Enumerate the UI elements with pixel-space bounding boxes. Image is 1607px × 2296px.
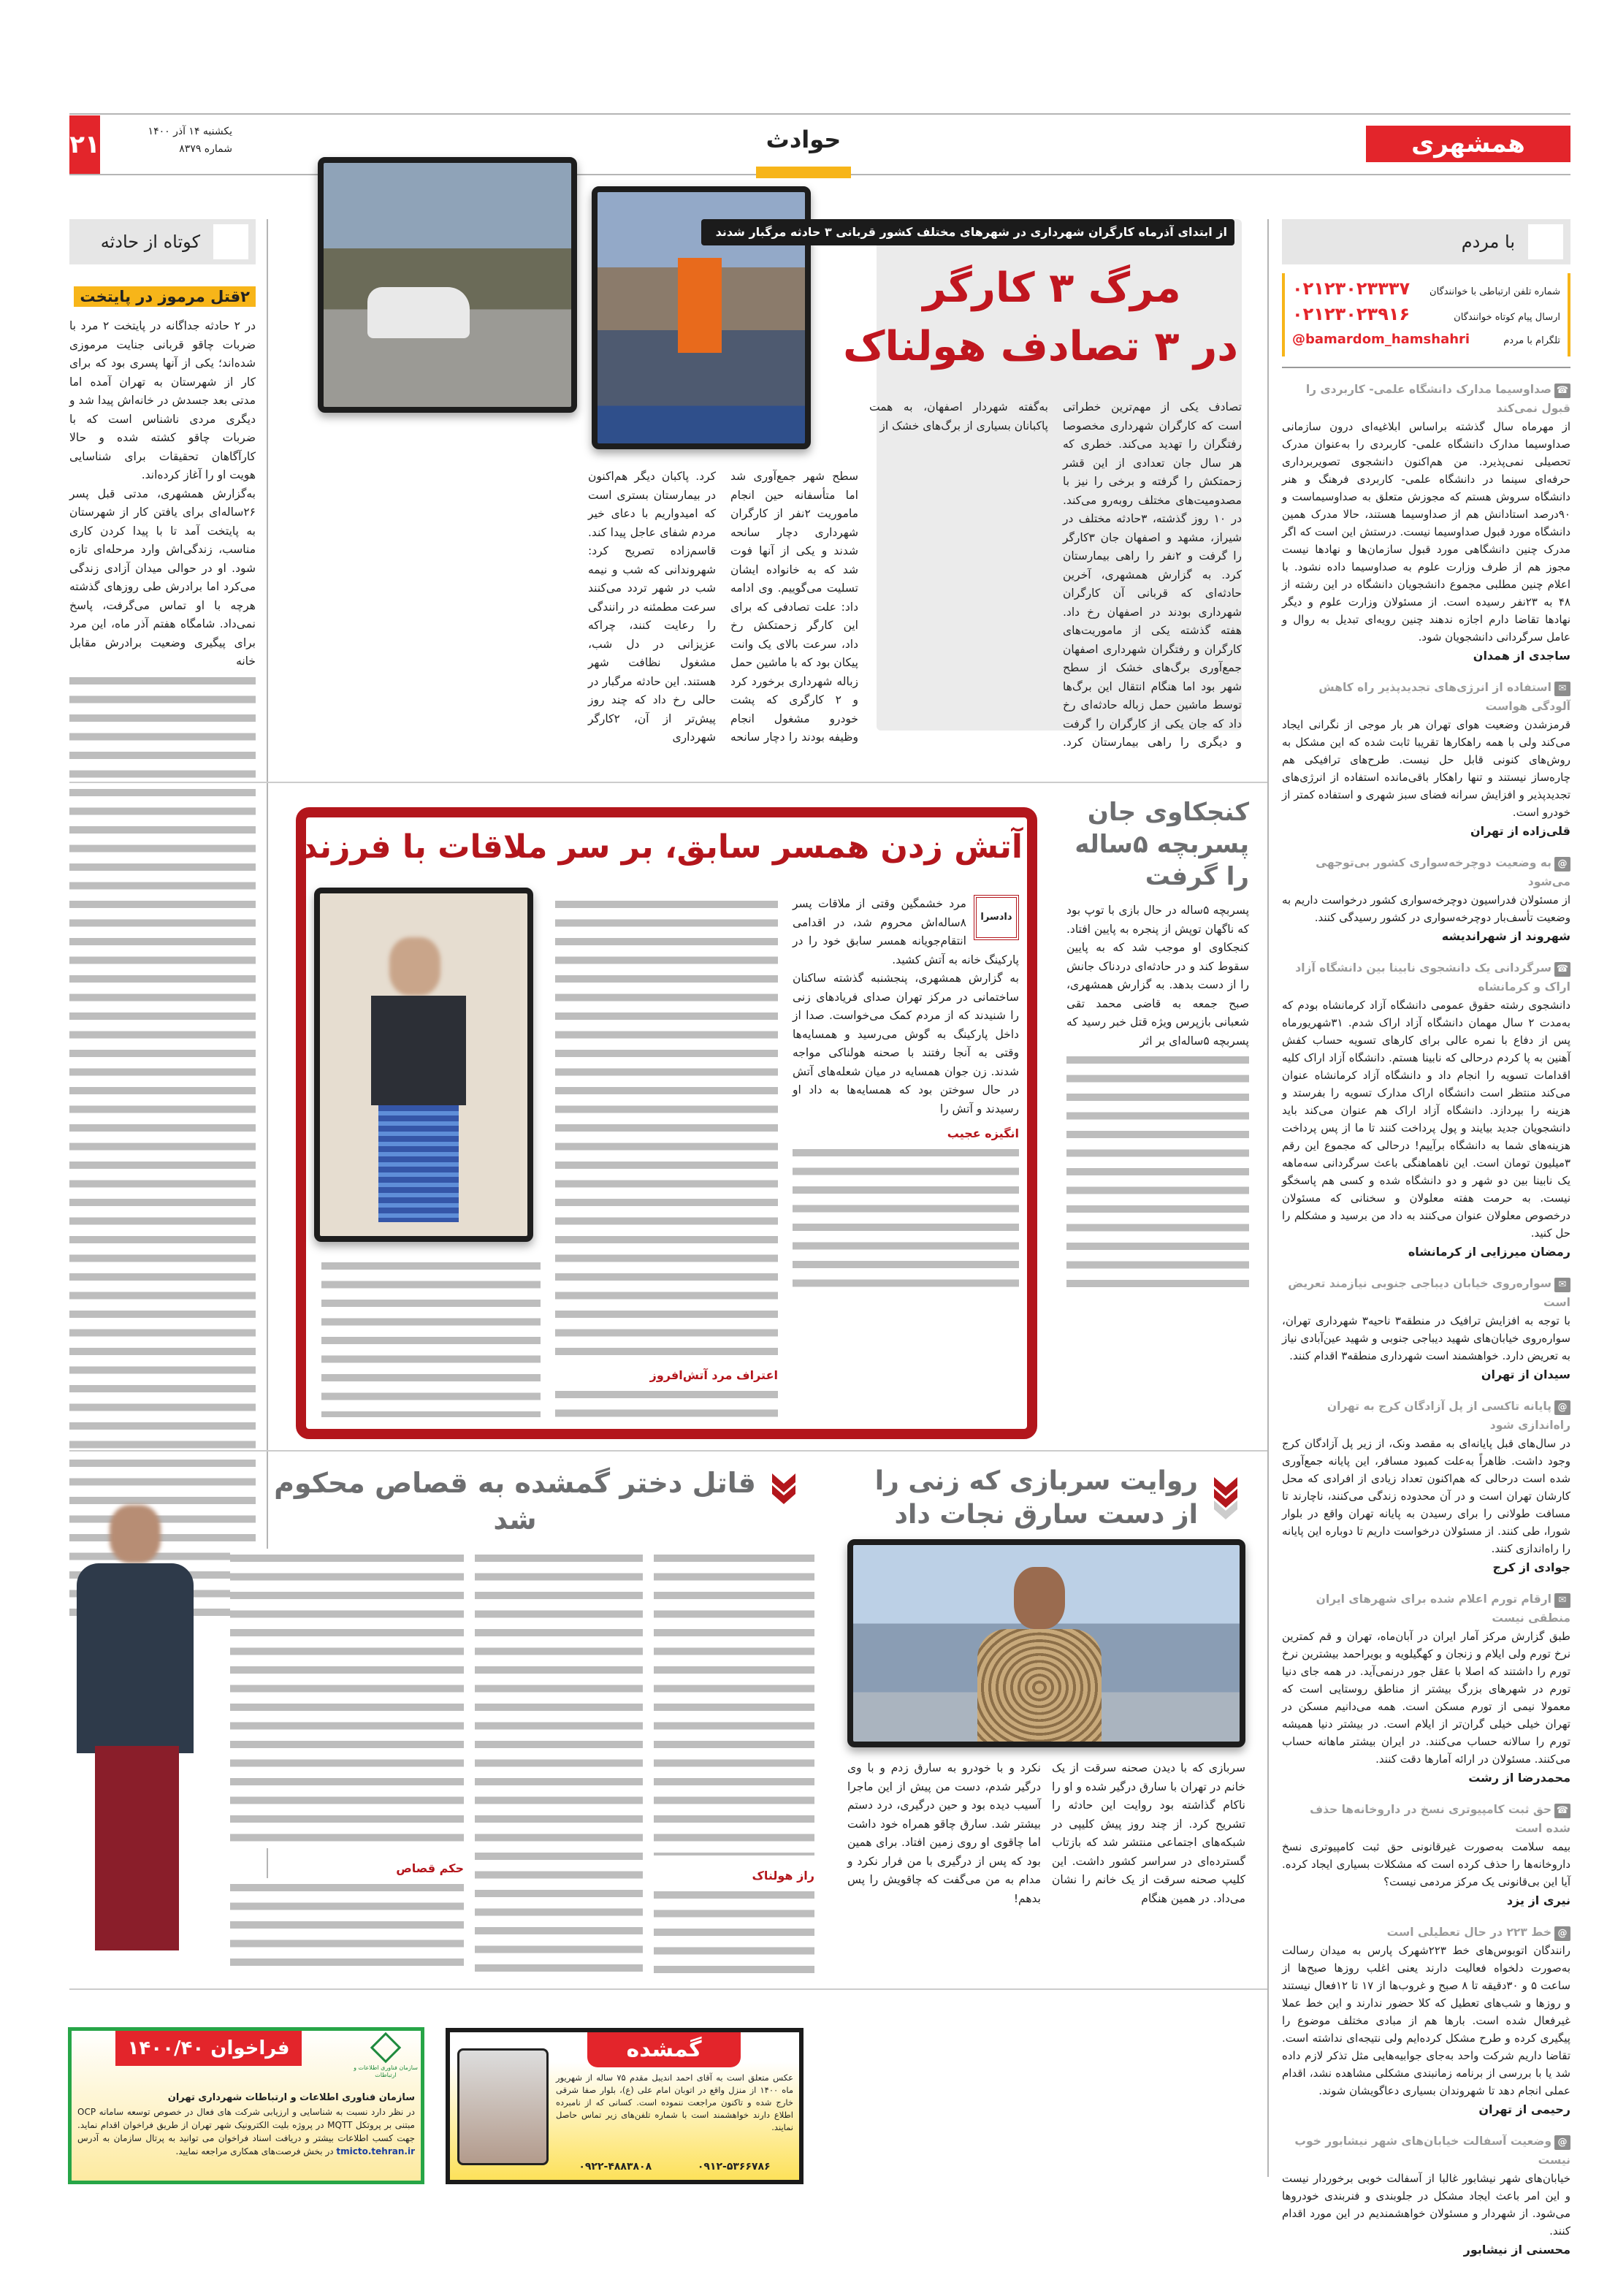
short-news-header [69,219,256,264]
text-column [654,1885,814,1980]
reader-letter-title [1282,958,1570,996]
contact-label: تلگرام با مردم [1503,335,1560,346]
worker-figure [678,258,722,353]
reader-letter-signature: ساجدی از همدان [1473,649,1570,663]
short-news-body: در ۲ حادثه جداگانه در پایتخت ۲ مرد با ضربات چاقو قربانی جنایت مرموزی شده‌اند؛ یکی از آنها پسری بود که برای کار از شهرستان به تهران آمده اما مدتی بعد جسدش در خانه‌اش پیدا شد و دیگری مردی ناشناس است که با ضربات چاقو کشته شده و حالا کارآگاهان تحقیقات برای شناسایی هویت او را آغاز کرده‌اند. [69,319,256,481]
reader-letter-title-text: خط ۲۲۳ در حال تعطیلی است [1386,1926,1551,1939]
call-ad-tail: در بخش فرصت‌های همکاری مراجعه نمایید. [175,2146,334,2156]
reader-letter-title [1282,1800,1570,1838]
missing-ad-phones [556,2161,793,2173]
short-news-headline: ۲قتل مرموز در پایتخت [74,286,256,307]
reader-letter-title-text: استفاده از انرژی‌های تجدیدپذیر راه کاهش آلودگی هواست [1318,681,1570,713]
fire-lead: مرد خشمگین وقتی از ملاقات پسر ۸ساله‌اش محروم شد، در اقدامی انتقام‌جویانه همسر سابق خود را در پارکینگ خانه به آتش کشید. [793,897,1019,966]
reader-letter-signature: شهروند از شهراندیشه [1441,929,1570,943]
chevron-down-icon [771,1472,797,1516]
section-divider [69,1988,1267,1990]
reader-letter-title [1282,1590,1570,1628]
lead-headline [843,259,1238,376]
header-square-icon [1528,224,1563,259]
org-logo-text: سازمان فناوری اطلاعات و ارتباطات [354,2064,418,2078]
reader-letter-title-text: سواره‌روی خیابان دیباجی جنوبی نیازمند تعریض است [1288,1277,1570,1309]
killer-subhead: راز هولناک [752,1869,814,1883]
missing-ad-title: گمشده [587,2032,741,2067]
call-ad-text: در نظر دارد نسبت به شناسایی و ارزیابی شرکت های فعال در خصوص توسعه سامانه OCP مبتنی بر پروتکل MQTT در پروژه بلیت الکترونیک شهر تهران از طریق فراخوان اقدام نماید. جهت کسب اطلاعات بیشتر و دریافت اسناد فراخوان می توانید به پرتال سازمان به آدرس [77,2107,415,2143]
reader-letter-body: با توجه به افزایش ترافیک در منطقه۳ ناحیه۳ شهرداری تهران، سواره‌روی خیابان‌های شهید دیباجی جنوبی و شهید عین‌آبادی نیاز به تعریض دارد. خواهشمند است شهرداری منطقه۳ اقدام کنند. [1282,1314,1570,1362]
reader-letter [1282,958,1570,1262]
killer-sub-2 [230,1859,464,1973]
issue-date: یکشنبه ۱۴ آذر ۱۴۰۰ [148,126,232,137]
missing-person-ad[interactable] [446,2028,804,2184]
blurred-face [389,937,440,996]
mail-icon: ✉ [1554,1593,1570,1608]
readers-items [1282,380,1570,2260]
text-column [555,1385,778,1422]
reader-letter-title-text: ارقام تورم اعلام شده برای شهرهای ایران منطقی نیست [1316,1593,1570,1625]
suspect-trousers [378,1105,459,1222]
contact-value[interactable]: ۰۲۱۲۳۰۲۳۳۳۷ [1292,278,1411,299]
fire-headline: آتش زدن همسر سابق، بر سر ملاقات با فرزند [301,828,1023,866]
soldier-column-2: نکرد و با خودرو به سارق زدم و با وی درگیر شدم، دست من پیش از این ماجرا آسیب دیده بود و حین درگیری، درد دستم بیشتر شد. سارق چاقو همراه خود داشت اما چاقوی او روی زمین افتاد. برای همین بود که پس از درگیری با من فرار نکرد و مدام به من می‌گفت که چاقویش را پس بدهم! [847,1761,1041,1905]
soldier-uniform [977,1629,1102,1746]
fire-column-1 [793,895,1019,1289]
reader-letter-signature: محمدرضا از رشت [1468,1771,1570,1785]
contact-value[interactable]: ۰۲۱۲۳۰۲۳۹۱۶ [1292,304,1411,324]
page-number: ۲۱ [69,115,100,174]
contact-label: شماره تلفن ارتباطی با خوانندگان [1429,286,1560,297]
soldier-column-1: سربازی که با دیدن صحنه سرقت از یک خانم در تهران با سارق درگیر شده و او را ناکام گذاشته بود روایت این حادثه را تشریح کرد. از چند روز پیش کلیپی در شبکه‌های اجتماعی منتشر شد که بازتاب گسترده‌ای در سراسر کشور داشت. این کلیپ صحنه سرقت از یک خانم را نشان می‌داد. در همین هنگام [1052,1761,1245,1905]
reader-letter-body: در سال‌های قبل پایانه‌ای به مقصد ونک، از زیر پل آزادگان کرج وجود داشت. ظاهراً به‌علت کمبود مسافر، این پایانه جمع‌آوری شده است درحالی که هم‌اکنون تعداد زیادی از افرادی که محل کارشان تهران است و در آن محدوده زندگی می‌کنند، ناچارند تا مسافت طولانی را برای رسیدن به پایانه تهران واقع در بلوار شورا، طی کنند. از مسئولان درخواست داریم تا دوباره این پایانه را راه‌اندازی کنند. [1282,1437,1570,1555]
phone-icon: ☎ [1554,384,1570,398]
blurred-face [110,1505,161,1563]
reader-letter-body: از مهرماه سال گذشته براساس ابلاغیه‌ای درون سازمانی صداوسیما مدارک دانشگاه علمی- کاربردی را به‌عنوان مدرک تحصیلی نمی‌پذیرد. من هم‌اکنون دانشجوی تصویربرداری حرفه‌ای سینما در دانشگاه علمی- کاربردی فرهنگ و هنر دانشگاه سروش هستم که مجوزش متعلق به صداوسیماست و ۹۰درصد استادانش هم از صداوسیما هستند، حالا مدرک همین دانشگاه مورد قبول صداوسیما نیست. درستش این است که اگر مدرک چنین دانشگاهی مورد قبول سازمان‌ها و نهادها نیست مجوز هم از طرف وزارت علوم به صداوسیما داده نشود. با اعلام چنین مطلبی مجموع دانشجویان دانشگاه در این رشته از ۴۸ به ۲۳نفر رسیده است. از مسئولان وزارت علوم و دیگر نهادها تقاضا دارم اجازه ندهند چنین رویه‌ای تبدیل به روال و عامل سرگردانی دانشجویان شود. [1282,420,1570,644]
fire-column-2-sub [555,1366,778,1422]
readers-column-title: با مردم [1461,232,1515,252]
reader-letter [1282,1274,1570,1385]
contact-telegram [1292,329,1560,352]
text-column [69,671,256,1621]
issue-info [108,123,232,158]
contact-sms [1292,303,1560,329]
reader-letter [1282,1923,1570,2120]
reader-letter-title-text: حق ثبت کامپیوتری نسخ در داروخانه‌ها حذف شده است [1310,1803,1570,1835]
reader-letter-body: خیابان‌های شهر نیشابور غالبا از آسفالت خوبی برخوردار نیست و این امر باعث ایجاد مشکل در جلوبندی و فنربندی خودروها می‌شود. از شهردار و مسئولان خواهشمندیم در این مورد اقدام کنند. [1282,2172,1570,2238]
killer-subhead: حکم قصاص [396,1861,464,1875]
section-divider [69,1450,1267,1452]
missing-phone[interactable]: ۰۹۲۲-۴۸۸۳۸۰۸ [579,2161,652,2173]
suspect-photo [314,888,533,1242]
phone-icon: ☎ [1554,962,1570,977]
text-column [555,895,778,1362]
reader-letter [1282,678,1570,842]
missing-ad-body: عکس متعلق است به آقای احمد اندیبل مقدم ۷۵ ساله از شهریور ماه ۱۴۰۰ از منزل واقع در اتوبان امام علی (ع)، بلوار صفا شرقی خارج شده و تاکنون مراجعت ننموده است. کسانی که از نامبرده اطلاع دارند خواهشمند است با شماره تلفن‌های زیر تماس حاصل نمایند. [556,2072,793,2132]
lead-kicker: از ابتدای آذرماه کارگران شهرداری در شهرهای مختلف کشور قربانی ۳ حادثه مرگبار شدند [701,219,1234,245]
soldier-head [1014,1567,1065,1629]
text-column [1066,1050,1249,1292]
reader-letter-signature: سیدان از تهران [1481,1368,1570,1381]
call-ad-body [77,2105,415,2158]
section-accent-bar [756,167,851,178]
reader-letter-title [1282,678,1570,716]
lead-column-2: سطح شهر جمع‌آوری شد اما متأسفانه حین انجام ماموریت ۲نفر از کارگران شهرداری دچار سانحه شدند و یکی از آنها فوت شد که به خانواده ایشان تسلیت می‌گوییم. وی ادامه داد: علت تصادفی که برای این کارگر زحمتکش رخ داد، سرعت بالای یک وانت پیکان بود که با ماشین حمل زباله شهرداری برخورد کرد و ۲ کارگری که پشت خودرو مشغول انجام وظیفه بودند را دچار سانحه کرد. پاکبان دیگر هم‌اکنون در بیمارستان بستری است که امیدواریم با دعای خیر مردم شفای عاجل پیدا کند. قاسم‌زاده تصریح کرد: شهروندانی که شب و نیمه شب در شهر تردد می‌کنند سرعت مطمئنه در رانندگی را رعایت کنند، چراکه عزیزانی در دل شب، مشغول نظافت شهر هستند. این حادثه مرگبار در حالی رخ داد که چند روز پیش‌تر از آن، ۲کارگر شهرداری [588,470,859,744]
at-icon: @ [1554,1926,1570,1941]
reader-letter-title [1282,1923,1570,1942]
short-news-body-2: به‌گزارش همشهری، مدتی قبل پسر ۲۶ساله‌ای برای یافتن کار از شهرستان به پایتخت آمد تا با پیدا کردن کاری مناسب، زندگی‌اش وارد مرحله‌ای تازه شود. او در حوالی میدان آزادی زندگی می‌کرد اما برادرش طی روزهای گذشته هرچه با او تماس می‌گرفت، پاسخ نمی‌داد. شامگاه هفتم آذر ماه، این مرد برای پیگیری وضعیت برادرش مقابل خانه [69,487,256,668]
section-title: حوادث [766,126,841,153]
boy-body: پسربچه ۵ساله در حال بازی با توپ بود که ناگهان توپش از پنجره به پایین افتاد. کنجکاوی او موجب شد که به پایین سقوط کند و در حادثه‌ای دردناک جانش را از دست بدهد. به گزارش همشهری، صبح جمعه به قاضی محمد تقی شعبانی بازپرس ویژه قتل خبر رسید که پسربچه ۵ساله‌ای بر اثر [1066,904,1250,1048]
contact-value[interactable]: @bamardom_hamshahri [1292,332,1470,347]
call-ad-title: فراخوان ۱۴۰۰/۴۰ [115,2031,302,2066]
reader-letter-title-text: پایانه تاکسی از پل آزادگان کرج به تهران راه‌اندازی شود [1327,1400,1570,1432]
text-column [475,1549,643,1972]
reader-letter-body: قرمزشدن وضعیت هوای تهران هر بار موجی از نگرانی ایجاد می‌کند ولی با همه راهکارها تقریبا ثابت شده که این مشکل به روش‌های کنونی قابل حل نیست. طرح‌های ترافیکی هم چاره‌ساز نیستند و تنها راهکار باقی‌مانده استفاده از انرژی‌های تجدیدپذیر و افزایش سرانه فضای سبز شهری و استفاده کمتر از خودرو است. [1282,718,1570,819]
reader-letter [1282,380,1570,666]
reader-letter-title-text: وضعیت آسفالت خیابان‌های شهر نیشابور خوب نیست [1294,2135,1570,2167]
reader-letter-signature: جوادی از کرج [1492,1560,1570,1574]
reader-letter-title-text: به وضعیت دوچرخه‌سواری کشور بی‌توجهی می‌شود [1316,856,1570,888]
reader-letter-signature: رمضان میرزایی از کرمانشاه [1408,1245,1570,1259]
column-divider [1267,219,1269,2177]
reader-letter-signature: محسنی از نیشابور [1463,2243,1570,2257]
readers-column [1282,219,1570,2260]
missing-person-photo [457,2048,549,2165]
text-column [654,1549,814,1856]
reader-letter-title [1282,380,1570,418]
at-icon: @ [1554,857,1570,872]
short-news-title: کوتاه از حادثه [100,232,200,252]
contact-phone [1292,278,1560,303]
convict-photo [55,1505,219,1972]
reader-letter-body: رانندگان اتوبوس‌های خط ۲۲۳شهرک پارس به میدان رسالت به‌صورت دلخواه فعالیت دارند یعنی اغلب روزها صبح‌ها از ساعت ۵ و ۳۰دقیقه تا ۸ صبح و غروب‌ها از ۱۷ تا ۱۲فعال نیستند و روزها و شب‌های تعطیل که کلا حضور ندارند و این خط عملا غیرفعال شده است. بارها هم از مبادی مختلف موضوع را پیگیری کرده و طرح مشکل کرده‌ایم ولی نتیجه‌ای نداشته است. تقاضا داریم شرکت واحد به‌جای جوابیه‌هایی مثل تذکر لازم داده شد یا با بررسی از برنامه زمانبندی مشکلی مشاهده نشد، اقدام عملی انجام دهد تا شهروندان بسیاری دعاگویشان شوند. [1282,1944,1570,2097]
killer-headline: قاتل دختر گمشده به قصاص محکوم شد [274,1467,756,1536]
reader-letter-title-text: سرگردانی یک دانشجوی نابینا بین دانشگاه آزاد اراک و کرمانشاه [1295,961,1570,993]
reader-letter [1282,2132,1570,2260]
reader-letter [1282,1397,1570,1578]
fire-subhead: انگیزه عجیب [947,1126,1019,1140]
reader-letter-title [1282,2132,1570,2170]
reader-letter-title-text: صداوسیما مدارک دانشگاه علمی- کاربردی را قبول نمی‌کند [1305,383,1570,415]
soldier-columns [847,1759,1245,1908]
call-ad-url[interactable]: tmicto.tehran.ir [336,2146,415,2156]
lead-column-1: تصادف یکی از مهم‌ترین خطراتی است که کارگران شهرداری مخصوصا رفتگران را تهدید می‌کند. خطری که هر سال جان تعدادی از این قشر زحمتکش را گرفته و برخی را نیز با مصدومیت‌های مختلف روبه‌رو می‌کند. در ۱۰ روز گذشته، ۳حادثه مختلف در شیراز، مشهد و اصفهان جان ۳کارگر را گرفت و ۲نفر را راهی بیمارستان کرد. به گزارش همشهری، آخرین حادثه‌ای که قربانی آن کارگران شهرداری بودند در اصفهان رخ داد. هفته گذشته یکی از ماموریت‌های کارگران و رفتگران شهرداری اصفهان جمع‌آوری برگ‌های خشک از سطح شهر بود اما هنگام انتقال این برگ‌ها توسط ماشین حمل زباله حادثه‌ای رخ داد که جان یکی از کارگران را گرفت و دیگری را راهی بیمارستان کرد. به‌گفته شهردار اصفهان، به همت پاکبانان بسیاری از برگ‌های خشک از [869,400,1242,749]
newspaper-logo[interactable]: همشهری [1366,126,1570,162]
car-shape [367,287,470,338]
section-divider [69,782,1267,783]
text-column [793,1143,1019,1289]
short-news-column [69,219,256,1621]
lead-headline-line: مرگ ۳ کارگر [923,264,1181,312]
reader-letter [1282,1590,1570,1788]
reader-letter-body: از مسئولان فدراسیون دوچرخه‌سواری کشور درخواست داریم به وضعیت تأسف‌بار دوچرخه‌سواری در کشور رسیدگی کنند. [1281,893,1570,924]
convict-trousers [95,1746,179,1950]
text-column [321,1256,541,1417]
fire-subhead: اعتراف مرد آتش‌افروز [649,1368,778,1382]
at-icon: @ [1554,2135,1570,2150]
reader-letter-title [1282,1397,1570,1435]
boy-headline: کنجکاوی جان پسربچه ۵ساله را گرفت [1074,798,1249,891]
reader-letter-title [1282,1274,1570,1312]
reader-letter-signature: قلی‌زاده از تهران [1470,824,1570,838]
reader-letter [1282,853,1570,947]
org-logo [353,2034,419,2079]
accident-car-photo [318,157,577,413]
divider [1282,367,1570,368]
mail-icon: ✉ [1554,1278,1570,1292]
header-square-icon [213,224,248,259]
soldier-story [847,1465,1245,1908]
killer-sub-1 [654,1866,814,1980]
reader-letter-body: دانشجوی رشته حقوق عمومی دانشگاه آزاد کرمانشاه بودم که به‌مدت ۲ سال مهمان دانشگاه آزاد اراک شدم. ۳۱شهریورماه پس از دفاع با نمره عالی برای کارهای تسویه حساب کفش آهنین به پا کردم درحالی که نابینا هستم. دانشگاه آزاد اراک کلیه اقدامات تسویه را انجام داد و دانشگاه آزاد کرمانشاه عنوان می‌کند منتظر است دانشگاه اراک مدارک تسویه را بفرستد و هزینه را بپردازد. دانشگاه آزاد اراک هم عنوان می‌کند باید دانشجویان جدید بیایند و پول پرداخت کنند تا ما از پس پرداخت هزینه‌های شما به دانشگاه برآییم! درحالی که مجموع این رقم ۳میلیون تومان است. این ناهماهنگی باعث سرگردانی سه‌ماهه یک نابینا بین دو شهر و دو دانشگاه شده و کسی هم پاسخگو نیست. به حرمت هفته معلولان و سخنانی که مسئولان درخصوص معلولان عنوان می‌کنند به داد من برسید و مشکلم را حل کنید. [1282,999,1571,1240]
readers-column-header [1282,219,1570,264]
soldier-photo [847,1539,1245,1747]
missing-phone[interactable]: ۰۹۱۲-۵۳۶۶۷۸۶ [697,2161,771,2173]
reader-letter-signature: رحیمی از تهران [1478,2102,1570,2116]
reader-letter-body: بیمه سلامت به‌صورت غیرقانونی حق ثبت کامپیوتری نسخ داروخانه‌ها را حذف کرده است که مشکلات بسیاری ایجاد کرده. آیا این بی‌قانونی یک مرکز مردمی نیست؟ [1282,1840,1570,1888]
org-logo-icon [370,2032,401,2063]
at-icon: @ [1554,1400,1570,1415]
boy-story [1066,796,1249,1292]
reader-letter-signature: نیری از یزد [1506,1893,1570,1907]
soldier-headline: روایت سربازی که زنی را از دست سارق نجات داد [874,1466,1198,1530]
court-badge: دادسرا [974,895,1019,940]
text-column [230,1878,464,1973]
contact-box [1282,273,1570,356]
call-ad[interactable] [68,2027,424,2184]
suspect-shirt [371,996,466,1105]
reader-letter [1282,1800,1570,1911]
issue-number: شماره ۸۳۷۹ [179,143,232,155]
lead-headline-line: در ۳ تصادف هولناک [843,323,1238,370]
mail-icon: ✉ [1554,682,1570,696]
contact-label: ارسال پیام کوتاه خوانندگان [1454,312,1560,323]
header-top-rule [69,113,1570,115]
reader-letter-body: طبق گزارش مرکز آمار ایران در آبان‌ماه، تهران و قم کمترین نرخ تورم ولی ایلام و زنجان و کهگیلویه و بویراحمد بیشترین نرخ تورم را داشتند که اصلا با عقل جور درنمی‌آید. در همه جای دنیا تورم در شهرهای بزرگ بیشتر از مناطق روستایی است که معمولا نیمی از تورم مسکن است. همه می‌دانیم مسکن در تهران خیلی خیلی گران‌تر از ایلام است. در بیشتر دنیا همیشه تورم را سالانه حساب می‌کنند. در ایران بیشتر ماهانه حساب می‌کنند. مسئولان در ارائه آمارها دقت کنند. [1282,1630,1570,1766]
reader-letter-title [1282,853,1570,891]
text-column [230,1549,464,1848]
phone-icon: ☎ [1554,1804,1570,1818]
fire-body: به گزارش همشهری، پنجشنبه گذشته ساکنان ساختمانی در مرکز تهران صدای فریادهای زنی را شنیدند که از مردم کمک می‌خواست. صدا از داخل پارکینگ به گوش می‌رسید و همسایه‌ها وقتی به آنجا رفتند با صحنه هولناکی مواجه شدند. زن جوان همسایه در میان شعله‌های آتش در حال سوختن بود که همسایه‌ها به داد او رسیدند و آتش را [793,972,1019,1115]
call-ad-org: سازمان فناوری اطلاعات و ارتباطات شهرداری تهران [167,2092,415,2103]
convict-jacket [77,1563,194,1753]
